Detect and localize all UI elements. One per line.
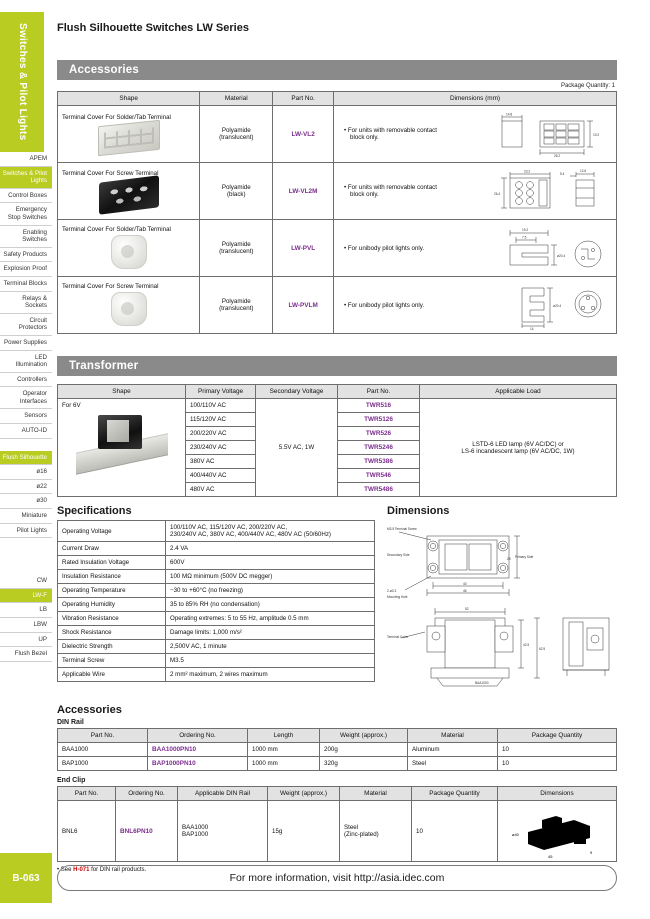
sidebar-item-apem[interactable]: APEM [0, 152, 52, 167]
sidebar-subitem-lbw[interactable]: LBW [0, 618, 52, 633]
spec-label: Operating Humidity [58, 598, 166, 612]
cell-part-no: BAA1000 [58, 743, 148, 757]
table-row [58, 556, 375, 570]
spec-label: Rated Insulation Voltage [58, 556, 166, 570]
svg-text:14: 14 [530, 327, 534, 330]
table-row [58, 801, 617, 862]
ordering-number-bnl6pn10[interactable]: BNL6PN10 [120, 827, 153, 835]
sidebar-item-controllers[interactable]: Controllers [0, 373, 52, 388]
material-line-1: Polyamide [221, 298, 251, 305]
cell-dimensions [334, 106, 617, 163]
col-ordering-no: Ordering No. [148, 729, 248, 743]
sidebar-category-tab-label: Switches & Pilot Lights [17, 23, 28, 141]
table-row [58, 598, 375, 612]
spec-value [166, 521, 375, 542]
package-quantity-note: Package Quantity: 1 [560, 83, 615, 89]
cell-package-quantity: 10 [498, 757, 617, 771]
part-number-lw-vl2m[interactable]: LW-VL2M [288, 187, 318, 195]
spec-value: Operating extremes: 5 to 55 Hz, amplitude 0.5 mm [166, 612, 375, 626]
cell-weight: 200g [320, 743, 408, 757]
spec-label: Dielectric Strength [58, 640, 166, 654]
table-row [58, 668, 375, 682]
sidebar-spacer [0, 439, 52, 451]
cell-shape [58, 106, 200, 163]
cell-applicable-din-rail [178, 801, 268, 862]
cell-primary-voltage: 115/120V AC [186, 413, 256, 427]
sidebar-subitem-miniature[interactable]: Miniature [0, 509, 52, 524]
svg-text:5.4: 5.4 [560, 172, 565, 176]
cell-material [200, 106, 273, 163]
cell-secondary-voltage: 5.5V AC, 1W [256, 399, 338, 497]
svg-text:ø40: ø40 [512, 832, 519, 837]
svg-text:26.2: 26.2 [554, 154, 561, 158]
cell-part-no [273, 163, 334, 220]
col-dimensions: Dimensions (mm) [334, 92, 617, 106]
col-part-no: Part No. [58, 729, 148, 743]
cell-primary-voltage: 100/110V AC [186, 399, 256, 413]
spec-label: Insulation Resistance [58, 570, 166, 584]
specifications-block [57, 505, 375, 696]
sidebar-subitem-up[interactable]: UP [0, 633, 52, 648]
cell-dimensions [334, 277, 617, 334]
footnote-prefix: • See [57, 867, 74, 873]
svg-text:19.2: 19.2 [593, 133, 600, 137]
ordering-number-bap1000pn10[interactable]: BAP1000PN10 [152, 760, 196, 767]
label-primary-side: Primary Side [515, 555, 534, 559]
cell-dimensions [498, 801, 617, 862]
spec-value: 600V [166, 556, 375, 570]
svg-text:26.4: 26.4 [494, 192, 501, 196]
cell-part-no [338, 441, 420, 455]
spec-value: 2 mm² maximum, 2 wires maximum [166, 668, 375, 682]
sidebar-subitem-lw-f[interactable]: LW-F [0, 589, 52, 604]
note-line-1: • For units with removable contact [338, 127, 488, 134]
applicable-load-line-1: LSTD-6 LED lamp (6V AC/DC) or [472, 440, 564, 448]
sidebar-spacer-2 [0, 538, 52, 574]
spec-value: 100 MΩ minimum (500V DC megger) [166, 570, 375, 584]
specifications-table [57, 520, 375, 682]
svg-text:62.5: 62.5 [539, 647, 546, 651]
part-number-lw-pvl[interactable]: LW-PVL [291, 244, 316, 252]
part-number-twr516[interactable]: TWR516 [365, 402, 392, 409]
sidebar-item-auto-id[interactable]: AUTO-ID [0, 424, 52, 439]
material-line-1: Polyamide [221, 127, 251, 134]
table-row [58, 542, 375, 556]
din-accessories-title: Accessories [57, 704, 122, 716]
table-row [58, 521, 375, 542]
sidebar [0, 0, 52, 919]
section-header-accessories: Accessories [57, 60, 617, 80]
spec-label: Terminal Screw [58, 654, 166, 668]
footnote-suffix: for DIN rail products. [89, 867, 147, 873]
sidebar-nav [0, 152, 52, 662]
shape-label: Terminal Cover For Screw Terminal [62, 169, 159, 177]
cell-primary-voltage: 200/220V AC [186, 427, 256, 441]
cell-ordering-no [116, 801, 178, 862]
part-number-twr526[interactable]: TWR526 [365, 430, 392, 437]
note-line-2: block only. [350, 134, 379, 141]
svg-text:45: 45 [548, 854, 553, 858]
cell-primary-voltage: 230/240V AC [186, 441, 256, 455]
table-row [58, 277, 617, 334]
cell-part-no [338, 483, 420, 497]
col-primary-voltage: Primary Voltage [186, 385, 256, 399]
cell-material: Aluminum [408, 743, 498, 757]
end-clip-subtitle: End Clip [57, 777, 86, 784]
table-header-row [58, 385, 617, 399]
spec-dimension-row [57, 505, 617, 696]
shape-label: Terminal Cover For Solder/Tab Terminal [62, 113, 171, 121]
cell-package-quantity: 10 [498, 743, 617, 757]
din-rail-line-1: BAA1000 [182, 824, 209, 831]
page-number-tab: B-063 [0, 853, 52, 903]
svg-text:52: 52 [465, 607, 469, 611]
din-rail-line-2: BAP1000 [182, 831, 209, 838]
footnote-link-h071[interactable]: H-071 [73, 867, 90, 873]
table-row [58, 399, 617, 413]
cell-dimensions [334, 220, 617, 277]
cell-material [200, 277, 273, 334]
spec-label: Current Draw [58, 542, 166, 556]
note-line-1: • For units with removable contact [338, 184, 488, 191]
svg-text:9: 9 [590, 850, 593, 855]
col-shape: Shape [58, 385, 186, 399]
col-applicable-load: Applicable Load [420, 385, 617, 399]
svg-text:40: 40 [463, 582, 467, 586]
sidebar-subitem-lb[interactable]: LB [0, 603, 52, 618]
spec-value: 2,500V AC, 1 minute [166, 640, 375, 654]
label-terminal-screw: M3.5 Terminal Screw [387, 527, 417, 531]
terminal-cover-pvlm-photo [111, 292, 147, 326]
dimension-drawing-vl2 [492, 109, 612, 159]
cell-material: Steel [408, 757, 498, 771]
spec-value: M3.5 [166, 654, 375, 668]
table-header-row [58, 729, 617, 743]
spec-label: Operating Voltage [58, 521, 166, 542]
col-package-quantity: Package Quantity [412, 787, 498, 801]
table-header-row [58, 787, 617, 801]
dimensions-block [387, 505, 617, 696]
sidebar-subitem-pilot-lights[interactable]: Pilot Lights [0, 524, 52, 539]
table-row [58, 757, 617, 771]
cell-part-no [273, 106, 334, 163]
part-number-twr546[interactable]: TWR546 [365, 472, 392, 479]
part-number-lw-vl2[interactable]: LW-VL2 [291, 130, 315, 138]
col-material: Material [200, 92, 273, 106]
table-row [58, 626, 375, 640]
table-row [58, 570, 375, 584]
col-length: Length [248, 729, 320, 743]
cell-part-no [338, 399, 420, 413]
transformer-body-shape [98, 415, 142, 449]
part-number-twr5246[interactable]: TWR5246 [364, 444, 393, 451]
ordering-number-baa1000pn10[interactable]: BAA1000PN10 [152, 746, 197, 753]
table-row [58, 640, 375, 654]
transformer-photo [74, 413, 170, 471]
material-line-2: (translucent) [219, 134, 254, 141]
sidebar-item-power-supplies[interactable]: Power Supplies [0, 336, 52, 351]
table-header-row [58, 92, 617, 106]
part-number-twr5126[interactable]: TWR5126 [364, 416, 393, 423]
svg-text:28: 28 [507, 557, 511, 561]
part-number-lw-pvlm[interactable]: LW-PVLM [288, 301, 318, 309]
spec-label: Operating Temperature [58, 584, 166, 598]
note-line-2: block only. [350, 191, 379, 198]
spec-label: Vibration Resistance [58, 612, 166, 626]
cell-shape [58, 163, 200, 220]
cell-material [340, 801, 412, 862]
cell-part-no [273, 220, 334, 277]
sidebar-category-tab[interactable] [0, 12, 44, 152]
sidebar-subitem-o30[interactable]: ø30 [0, 494, 52, 509]
cell-part-no: BNL6 [58, 801, 116, 862]
footer-text: For more information, visit http://asia.idec.com [229, 872, 445, 884]
material-line-1: Polyamide [221, 241, 251, 248]
material-line-2: (black) [227, 191, 246, 198]
svg-text:7.5: 7.5 [522, 235, 527, 240]
footer-info-bar[interactable] [57, 865, 617, 891]
material-line-2: (Zinc-plated) [344, 831, 379, 838]
note-line-1: • For unibody pilot lights only. [338, 302, 488, 309]
col-ordering-no: Ordering No. [116, 787, 178, 801]
sidebar-item-explosion-proof[interactable]: Explosion Proof [0, 262, 52, 277]
cell-weight: 15g [268, 801, 340, 862]
cell-shape [58, 399, 186, 497]
cell-shape [58, 277, 200, 334]
cell-dimensions [334, 163, 617, 220]
cell-package-quantity: 10 [412, 801, 498, 862]
svg-text:ø20.4: ø20.4 [557, 254, 566, 258]
sidebar-subitem-cw[interactable]: CW [0, 574, 52, 589]
terminal-cover-vl2-photo [98, 119, 160, 156]
cell-part-no [338, 455, 420, 469]
sidebar-item-operator-interfaces[interactable]: Operator Interfaces [0, 387, 52, 409]
col-material: Material [408, 729, 498, 743]
label-terminal-cover: Terminal Cover [387, 635, 409, 639]
dimension-drawing-pvl [492, 223, 612, 273]
cell-length: 1000 mm [248, 757, 320, 771]
applicable-load-line-2: LS-6 incandescent lamp (6V AC/DC, 1W) [461, 447, 575, 455]
terminal-cover-pvl-photo [111, 235, 147, 269]
label-secondary-side: Secondary Side [387, 553, 410, 557]
cell-part-no [338, 469, 420, 483]
terminal-cover-vl2m-photo [99, 175, 159, 214]
cell-material [200, 163, 273, 220]
sidebar-item-circuit-protectors[interactable]: Circuit Protectors [0, 314, 52, 336]
svg-text:23.2: 23.2 [524, 169, 531, 174]
col-dimensions: Dimensions [498, 787, 617, 801]
table-row [58, 106, 617, 163]
section-header-transformer: Transformer [57, 356, 617, 376]
col-material: Material [340, 787, 412, 801]
page-title: Flush Silhouette Switches LW Series [57, 22, 249, 34]
cell-weight: 320g [320, 757, 408, 771]
cell-ordering-no [148, 743, 248, 757]
spec-label: Applicable Wire [58, 668, 166, 682]
spec-value-line-1: 100/110V AC, 115/120V AC, 200/220V AC, [170, 524, 288, 531]
sidebar-item-switches-pilot-lights[interactable]: Switches & Pilot Lights [0, 167, 52, 189]
material-line-1: Polyamide [221, 184, 251, 191]
material-line-2: (translucent) [219, 305, 254, 312]
spec-value: 2.4 VA [166, 542, 375, 556]
part-number-twr5386[interactable]: TWR5386 [364, 458, 393, 465]
label-mounting-hole-2: Mounting Hole [387, 595, 408, 599]
spec-label: Shock Resistance [58, 626, 166, 640]
din-rail-table [57, 728, 617, 771]
svg-text:14.8: 14.8 [506, 112, 513, 117]
cell-applicable-load [420, 399, 617, 497]
cell-part-no: BAP1000 [58, 757, 148, 771]
svg-text:46: 46 [463, 589, 467, 593]
cell-material [200, 220, 273, 277]
cell-part-no [338, 413, 420, 427]
col-secondary-voltage: Secondary Voltage [256, 385, 338, 399]
shape-label: For 6V [62, 402, 81, 409]
col-shape: Shape [58, 92, 200, 106]
accessories-table [57, 91, 617, 334]
dimension-drawing-vl2m [492, 166, 612, 216]
material-line-1: Steel [344, 824, 359, 831]
material-line-2: (translucent) [219, 248, 254, 255]
spec-value: Damage limits: 1,000 m/s² [166, 626, 375, 640]
col-applicable-din-rail: Applicable DIN Rail [178, 787, 268, 801]
sidebar-item-enabling-switches[interactable]: Enabling Switches [0, 226, 52, 248]
cell-primary-voltage: 480V AC [186, 483, 256, 497]
part-number-twr5486[interactable]: TWR5486 [364, 486, 393, 493]
label-mounting-hole: 2-ø3.3 [387, 589, 397, 593]
sidebar-item-led-illumination[interactable]: LED Illumination [0, 351, 52, 373]
table-row [58, 584, 375, 598]
spec-value-line-2: 230/240V AC, 380V AC, 400/440V AC, 480V AC (50/60Hz) [170, 531, 331, 538]
table-row [58, 743, 617, 757]
table-row [58, 220, 617, 277]
shape-label: Terminal Cover For Solder/Tab Terminal [62, 225, 171, 233]
sidebar-item-terminal-blocks[interactable]: Terminal Blocks [0, 277, 52, 292]
svg-text:12.6: 12.6 [580, 169, 587, 173]
din-rail-subtitle: DIN Rail [57, 719, 84, 726]
sidebar-item-control-boxes[interactable]: Control Boxes [0, 189, 52, 204]
cell-primary-voltage: 400/440V AC [186, 469, 256, 483]
note-line-1: • For unibody pilot lights only. [338, 245, 488, 252]
svg-text:42.5: 42.5 [523, 643, 530, 647]
spec-value: 35 to 85% RH (no condensation) [166, 598, 375, 612]
col-weight: Weight (approx.) [268, 787, 340, 801]
col-part-no: Part No. [273, 92, 334, 106]
table-row [58, 612, 375, 626]
col-part-no: Part No. [338, 385, 420, 399]
end-clip-dimension-drawing [512, 804, 602, 858]
transformer-dimension-drawing [387, 520, 617, 696]
sidebar-item-emergency-stop-switches[interactable]: Emergency Stop Switches [0, 203, 52, 225]
cell-length: 1000 mm [248, 743, 320, 757]
cell-part-no [273, 277, 334, 334]
shape-label: Terminal Cover For Screw Terminal [62, 282, 159, 290]
sidebar-subitem-o16[interactable]: ø16 [0, 465, 52, 480]
sidebar-item-sensors[interactable]: Sensors [0, 409, 52, 424]
sidebar-item-relays-sockets[interactable]: Relays & Sockets [0, 292, 52, 314]
sidebar-subitem-flush-silhouette[interactable]: Flush Silhouette [0, 451, 52, 466]
cell-ordering-no [148, 757, 248, 771]
col-package-quantity: Package Quantity [498, 729, 617, 743]
end-clip-table [57, 786, 617, 862]
table-row [58, 163, 617, 220]
spec-value: −30 to +60°C (no freezing) [166, 584, 375, 598]
cell-shape [58, 220, 200, 277]
cell-primary-voltage: 380V AC [186, 455, 256, 469]
cell-part-no [338, 427, 420, 441]
sidebar-subitem-flush-bezel[interactable]: Flush Bezel [0, 647, 52, 662]
table-row [58, 654, 375, 668]
col-part-no: Part No. [58, 787, 116, 801]
specifications-title: Specifications [57, 505, 132, 517]
sidebar-item-safety-products[interactable]: Safety Products [0, 248, 52, 263]
label-rail: BAA1000 [475, 681, 489, 685]
transformer-table [57, 384, 617, 497]
svg-text:19.2: 19.2 [522, 228, 529, 232]
sidebar-subitem-o22[interactable]: ø22 [0, 480, 52, 495]
col-weight: Weight (approx.) [320, 729, 408, 743]
dimensions-title: Dimensions [387, 505, 450, 517]
dimension-drawing-pvlm [492, 280, 612, 330]
svg-text:ø20.4: ø20.4 [553, 304, 562, 308]
